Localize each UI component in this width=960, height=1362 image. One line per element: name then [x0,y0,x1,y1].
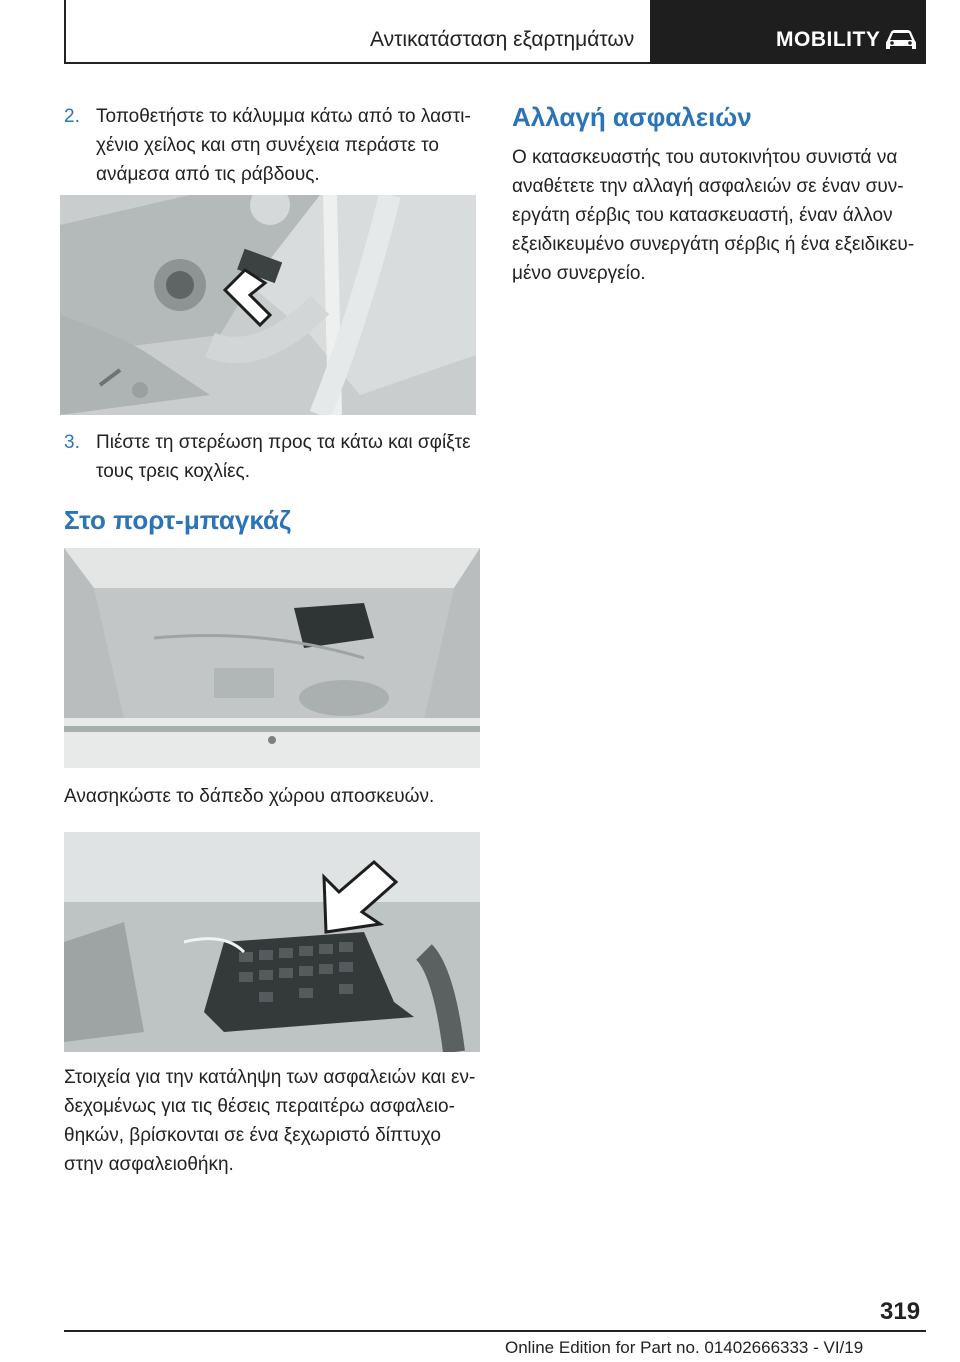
fuse-change-text: Ο κατασκευαστής του αυτοκινήτου συνιστά να αναθέτετε την αλλαγή ασφαλειών σε έναν συν- εργάτη σέρβις του κατασκευαστή, έναν άλλον εξειδικευμένο συνεργάτη σέρβις ή ένα εξειδικευ- μένο συνεργείο. [512,147,915,284]
trunk-floor-photo [64,548,480,768]
edition-text: Online Edition for Part no. 01402666333 - VI/19 [505,1338,864,1357]
cover-installation-photo [60,195,476,415]
page-number: 319 [880,1298,921,1325]
lift-floor-text: Ανασηκώστε το δάπεδο χώρου αποσκευών. [64,786,435,807]
step-text: Τοποθετήστε το κάλυμμα κάτω από το λαστι- χένιο χείλος και στη συνέχεια περάστε το ανάμεσα από τις ράβδους. [96,106,471,185]
step-text: Πιέστε τη στερέωση προς τα κάτω και σφίξτε τους τρεις κοχλίες. [96,432,471,482]
car-icon [883,27,919,53]
step-number: 2. [64,106,80,127]
section-title: Αντικατάσταση εξαρτημάτων [370,28,635,51]
fuse-box-photo [64,832,480,1052]
mobility-label: MOBILITY [776,28,881,51]
mobility-tab[interactable] [650,0,926,64]
trunk-heading: Στο πορτ-μπαγκάζ [64,505,291,535]
fuse-info-text: Στοιχεία για την κατάληψη των ασφαλειών και εν- δεχομένως για τις θέσεις περαιτέρω ασφαλειο- θηκών, βρίσκονται σε ένα ξεχωριστό δίπτυχο στην ασφαλειοθήκη. [64,1067,476,1175]
step-number: 3. [64,432,80,453]
fuse-change-heading: Αλλαγή ασφαλειών [512,102,752,132]
footer-divider [64,1330,926,1332]
